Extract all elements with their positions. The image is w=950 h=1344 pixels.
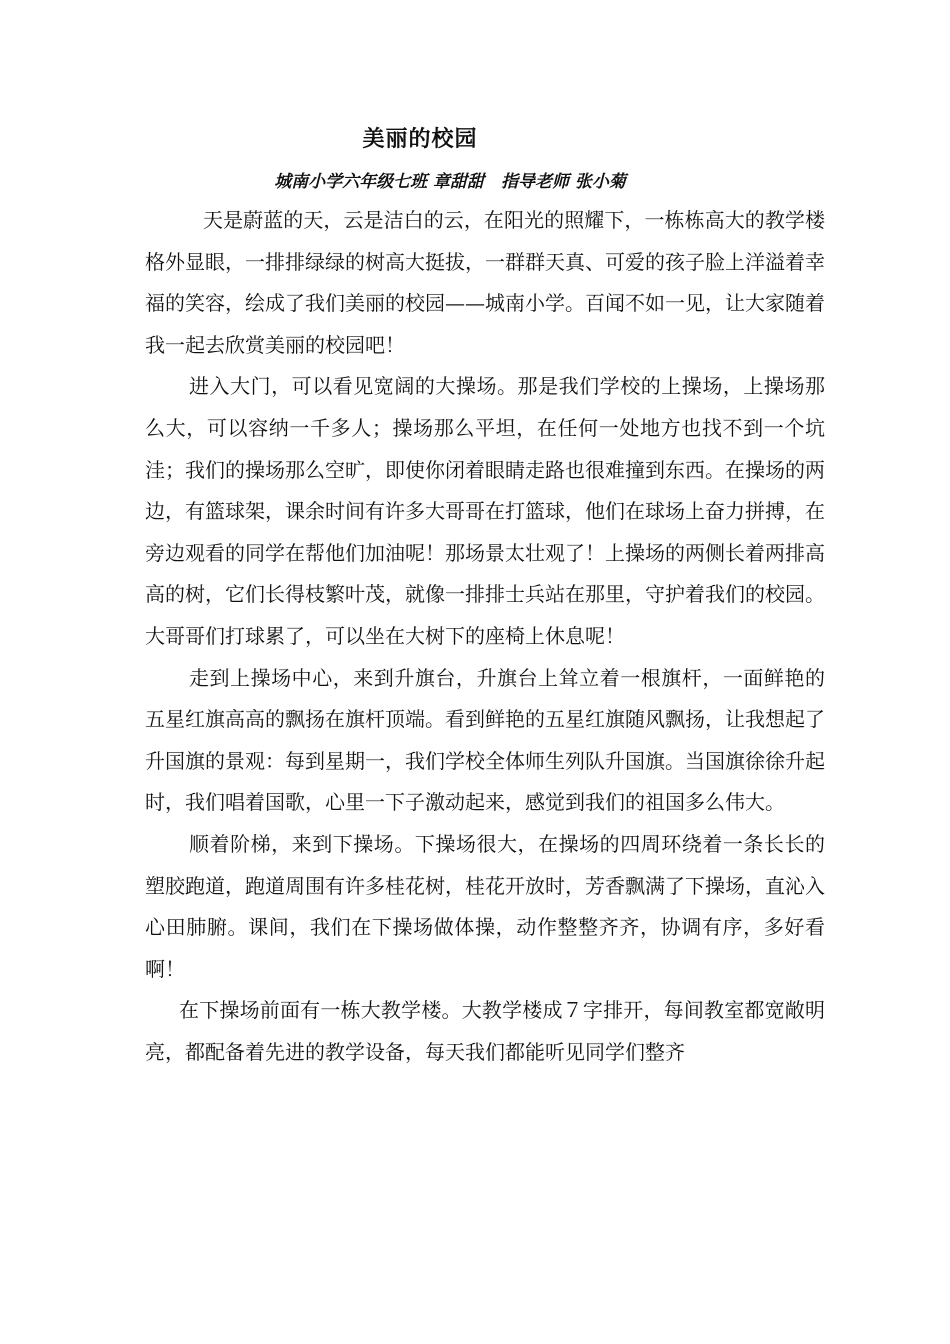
paragraph-3: 走到上操场中心，来到升旗台，升旗台上耸立着一根旗杆，一面鲜艳的五星红旗高高的飘扬在旗杆顶端。看到鲜艳的五星红旗随风飘扬，让我想起了升国旗的景观：每到星期一，我们学校全体师生列队升国旗。当国旗徐徐升起时，我们唱着国歌，心里一下子激动起来，感觉到我们的祖国多么伟大。 <box>145 665 825 815</box>
author-byline: 城南小学六年级七班 章甜甜 指导老师 张小菊 <box>274 172 626 192</box>
paragraph-5: 在下操场前面有一栋大教学楼。大教学楼成７字排开，每间教室都宽敞明亮，都配备着先进的教学设备，每天我们都能听见同学们整齐 <box>145 998 825 1064</box>
essay-body <box>145 200 825 1073</box>
paragraph-1: 天是蔚蓝的天，云是洁白的云，在阳光的照耀下，一栋栋高大的教学楼格外显眼，一排排绿绿的树高大挺拔，一群群天真、可爱的孩子脸上洋溢着幸福的笑容，绘成了我们美丽的校园——城南小学。百闻不如一见，让大家随着我一起去欣赏美丽的校园吧！ <box>145 208 825 357</box>
paragraph-4: 顺着阶梯，来到下操场。下操场很大，在操场的四周环绕着一条长长的塑胶跑道，跑道周围有许多桂花树，桂花开放时，芳香飘满了下操场，直沁入心田肺腑。课间，我们在下操场做体操，动作整整齐齐，协调有序，多好看啊！ <box>145 831 825 981</box>
paragraph-2: 进入大门，可以看见宽阔的大操场。那是我们学校的上操场，上操场那么大，可以容纳一千多人；操场那么平坦，在任何一处地方也找不到一个坑洼；我们的操场那么空旷，即使你闭着眼睛走路也很难撞到东西。在操场的两边，有篮球架，课余时间有许多大哥哥在打篮球，他们在球场上奋力拼搏，在旁边观看的同学在帮他们加油呢！那场景太壮观了！上操场的两侧长着两排高高的树，它们长得枝繁叶茂，就像一排排士兵站在那里，守护着我们的校园。大哥哥们打球累了，可以坐在大树下的座椅上休息呢！ <box>145 374 825 648</box>
document-title: 美丽的校园 <box>362 126 478 152</box>
